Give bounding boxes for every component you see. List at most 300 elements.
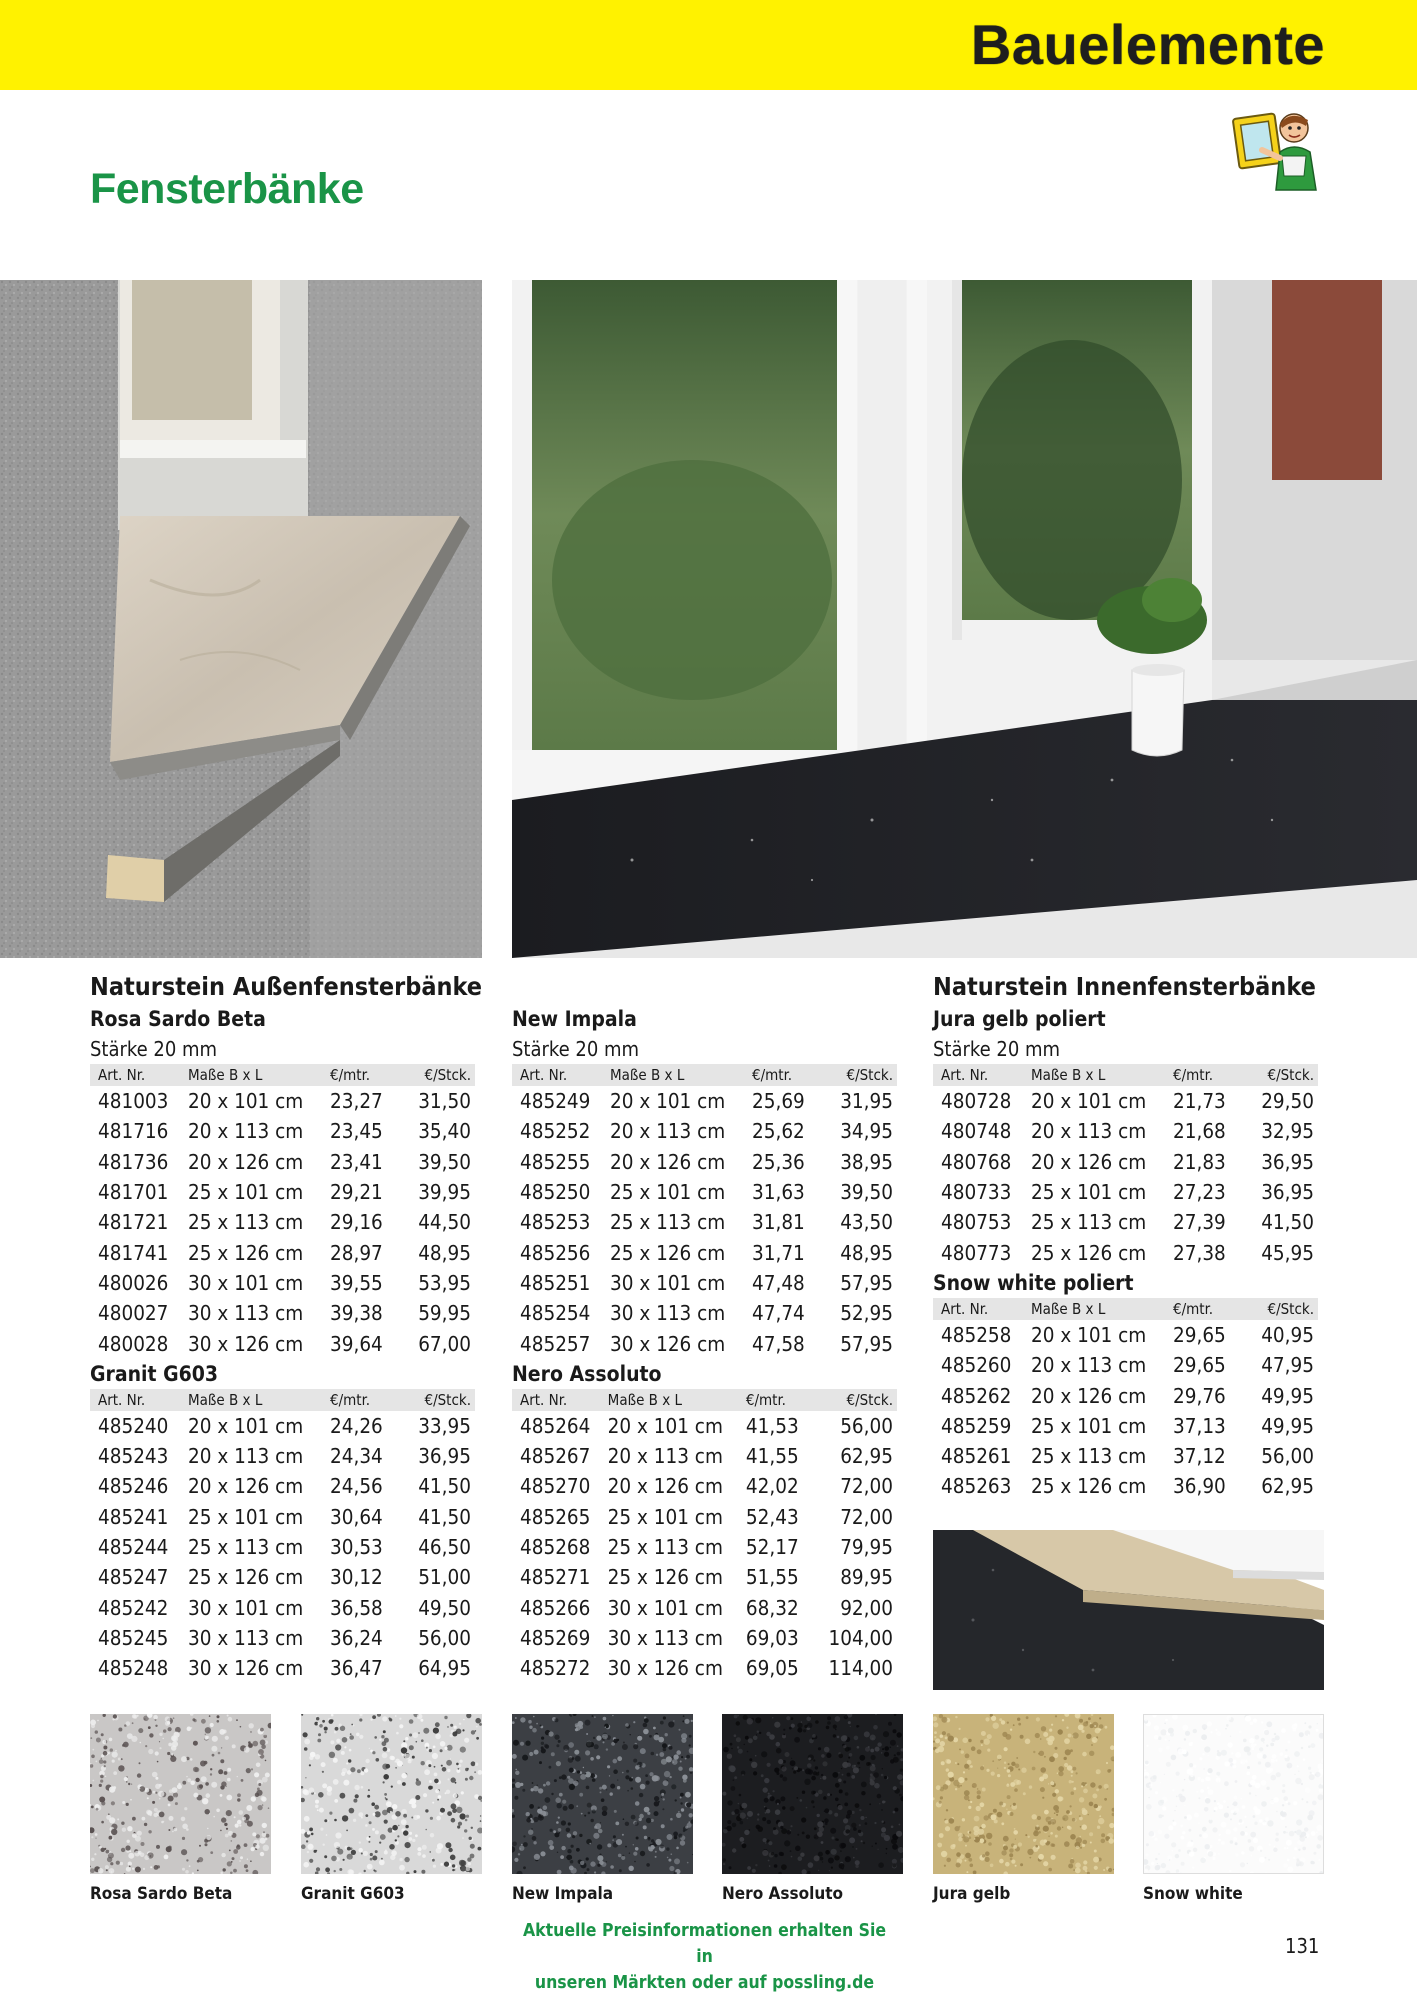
size-cell: 25 x 113 cm <box>1031 1210 1147 1235</box>
table-row <box>512 1532 897 1562</box>
page-title: Fensterbänke <box>90 165 364 213</box>
price-per-meter-cell: 69,05 <box>745 1656 799 1681</box>
size-cell: 30 x 126 cm <box>188 1331 304 1356</box>
table-row <box>933 1237 1318 1267</box>
price-per-meter-cell: 25,69 <box>752 1089 805 1114</box>
size-cell: 30 x 126 cm <box>607 1656 723 1681</box>
price-per-piece-cell: 62,95 <box>840 1444 893 1469</box>
art-nr-cell: 485245 <box>98 1625 169 1650</box>
price-per-piece-cell: 43,50 <box>840 1210 893 1235</box>
price-per-meter-cell: 30,64 <box>330 1504 383 1529</box>
table-row <box>933 1207 1318 1237</box>
price-per-piece-cell: 47,95 <box>1261 1353 1314 1378</box>
art-nr-cell: 485254 <box>520 1301 591 1326</box>
table-row <box>90 1411 475 1441</box>
indoor-windowsill-photo <box>512 280 1417 958</box>
art-nr-cell: 485265 <box>520 1504 591 1529</box>
table-row <box>512 1328 897 1358</box>
product-name: Snow white poliert <box>933 1270 1134 1295</box>
art-nr-cell: 481721 <box>98 1210 169 1235</box>
size-cell: 20 x 126 cm <box>607 1474 723 1499</box>
table-row <box>512 1237 897 1267</box>
price-per-piece-cell: 34,95 <box>840 1119 893 1144</box>
price-per-meter-cell: 21,68 <box>1173 1119 1226 1144</box>
col-header-per-piece: €/Stck. <box>820 1389 897 1411</box>
price-per-meter-cell: 21,83 <box>1173 1149 1226 1174</box>
price-per-piece-cell: 52,95 <box>840 1301 893 1326</box>
size-cell: 30 x 101 cm <box>188 1270 304 1295</box>
sample-granit-g603 <box>301 1714 482 1874</box>
size-cell: 25 x 126 cm <box>188 1240 304 1265</box>
price-per-piece-cell: 51,00 <box>418 1565 471 1590</box>
price-info-line-1: Aktuelle Preisinformationen erhalten Sie in <box>522 1921 887 1967</box>
col-header-per-piece: €/Stck. <box>410 1064 475 1086</box>
table-row <box>933 1320 1318 1350</box>
table-row <box>90 1268 475 1298</box>
handyman-mascot-icon <box>1232 106 1324 192</box>
size-cell: 25 x 126 cm <box>607 1565 723 1590</box>
col-header-per-meter: €/mtr. <box>1165 1298 1253 1320</box>
outdoor-heading: Naturstein Außenfensterbänke <box>90 972 483 1001</box>
size-cell: 20 x 101 cm <box>188 1413 304 1438</box>
size-cell: 25 x 101 cm <box>610 1180 726 1205</box>
price-per-meter-cell: 29,16 <box>330 1210 383 1235</box>
size-cell: 20 x 113 cm <box>1031 1119 1147 1144</box>
price-table <box>512 1064 897 1359</box>
price-per-meter-cell: 47,48 <box>752 1270 805 1295</box>
table-row <box>933 1350 1318 1380</box>
sample-nero-assoluto <box>722 1714 903 1874</box>
price-per-piece-cell: 44,50 <box>418 1210 471 1235</box>
table-row <box>512 1592 897 1622</box>
price-per-piece-cell: 40,95 <box>1261 1322 1314 1347</box>
art-nr-cell: 485258 <box>941 1322 1012 1347</box>
table-row <box>90 1298 475 1328</box>
art-nr-cell: 480773 <box>941 1240 1012 1265</box>
size-cell: 30 x 113 cm <box>188 1625 304 1650</box>
price-per-meter-cell: 29,21 <box>330 1180 383 1205</box>
price-per-meter-cell: 31,71 <box>752 1240 805 1265</box>
size-cell: 25 x 101 cm <box>188 1504 304 1529</box>
table-row <box>90 1441 475 1471</box>
size-cell: 30 x 113 cm <box>607 1625 723 1650</box>
table-row <box>933 1177 1318 1207</box>
size-cell: 25 x 101 cm <box>1031 1180 1147 1205</box>
price-table <box>90 1389 475 1684</box>
col-header-art-nr: Art. Nr. <box>90 1064 180 1086</box>
price-per-meter-cell: 51,55 <box>745 1565 799 1590</box>
price-per-meter-cell: 28,97 <box>330 1240 383 1265</box>
table-row <box>90 1207 475 1237</box>
size-cell: 25 x 126 cm <box>1031 1240 1147 1265</box>
price-per-piece-cell: 56,00 <box>840 1413 893 1438</box>
size-cell: 25 x 126 cm <box>610 1240 726 1265</box>
price-per-piece-cell: 36,95 <box>1261 1180 1314 1205</box>
art-nr-cell: 485240 <box>98 1413 169 1438</box>
art-nr-cell: 481741 <box>98 1240 169 1265</box>
table-row <box>933 1116 1318 1146</box>
table-row <box>90 1532 475 1562</box>
size-cell: 30 x 101 cm <box>188 1595 304 1620</box>
table-row <box>512 1562 897 1592</box>
price-per-piece-cell: 59,95 <box>418 1301 471 1326</box>
sample-label: Jura gelb <box>933 1884 1011 1904</box>
indoor-heading: Naturstein Innenfensterbänke <box>933 972 1316 1001</box>
size-cell: 20 x 126 cm <box>188 1149 304 1174</box>
art-nr-cell: 485259 <box>941 1413 1012 1438</box>
table-row <box>512 1653 897 1683</box>
col-header-per-meter: €/mtr. <box>744 1064 832 1086</box>
col-header-art-nr: Art. Nr. <box>933 1064 1023 1086</box>
size-cell: 20 x 101 cm <box>188 1089 304 1114</box>
table-row <box>933 1380 1318 1410</box>
col-header-per-meter: €/mtr. <box>738 1389 821 1411</box>
price-per-piece-cell: 36,95 <box>1261 1149 1314 1174</box>
art-nr-cell: 485264 <box>520 1413 591 1438</box>
price-per-meter-cell: 41,55 <box>745 1444 799 1469</box>
col-header-art-nr: Art. Nr. <box>512 1389 600 1411</box>
col-header-art-nr: Art. Nr. <box>512 1064 602 1086</box>
table-row <box>512 1207 897 1237</box>
art-nr-cell: 485257 <box>520 1331 591 1356</box>
product-name: Nero Assoluto <box>512 1361 662 1386</box>
sample-label: Nero Assoluto <box>722 1884 844 1904</box>
sample-label: New Impala <box>512 1884 614 1904</box>
col-header-art-nr: Art. Nr. <box>90 1389 180 1411</box>
size-cell: 20 x 101 cm <box>1031 1322 1147 1347</box>
col-header-size: Maße B x L <box>1023 1298 1165 1320</box>
price-per-piece-cell: 62,95 <box>1261 1474 1314 1499</box>
col-header-per-piece: €/Stck. <box>1253 1064 1318 1086</box>
art-nr-cell: 485267 <box>520 1444 591 1469</box>
price-per-piece-cell: 31,95 <box>840 1089 893 1114</box>
size-cell: 20 x 113 cm <box>610 1119 726 1144</box>
page-number: 131 <box>1285 1934 1320 1958</box>
price-per-piece-cell: 35,40 <box>418 1119 471 1144</box>
col-header-per-meter: €/mtr. <box>322 1389 410 1411</box>
art-nr-cell: 481701 <box>98 1180 169 1205</box>
price-per-piece-cell: 39,50 <box>418 1149 471 1174</box>
col-header-size: Maße B x L <box>600 1389 738 1411</box>
price-per-piece-cell: 79,95 <box>840 1535 893 1559</box>
price-per-piece-cell: 53,95 <box>418 1270 471 1295</box>
sample-rosa-sardo-beta <box>90 1714 271 1874</box>
table-row <box>512 1298 897 1328</box>
col-header-per-piece: €/Stck. <box>1253 1298 1318 1320</box>
table-row <box>90 1471 475 1501</box>
price-per-meter-cell: 36,90 <box>1173 1474 1226 1499</box>
art-nr-cell: 480753 <box>941 1210 1012 1235</box>
table-row <box>90 1623 475 1653</box>
price-per-piece-cell: 114,00 <box>828 1656 893 1681</box>
size-cell: 25 x 126 cm <box>1031 1474 1147 1499</box>
art-nr-cell: 485246 <box>98 1474 169 1499</box>
art-nr-cell: 481716 <box>98 1119 169 1144</box>
price-per-meter-cell: 37,12 <box>1173 1444 1226 1469</box>
table-row <box>512 1268 897 1298</box>
price-per-meter-cell: 47,74 <box>752 1301 805 1326</box>
price-per-piece-cell: 38,95 <box>840 1149 893 1174</box>
table-row <box>512 1147 897 1177</box>
table-row <box>933 1471 1318 1501</box>
table-row <box>90 1592 475 1622</box>
art-nr-cell: 485251 <box>520 1270 591 1295</box>
price-per-piece-cell: 104,00 <box>828 1625 893 1650</box>
table-row <box>512 1441 897 1471</box>
art-nr-cell: 485268 <box>520 1535 591 1559</box>
price-per-piece-cell: 56,00 <box>1261 1444 1314 1469</box>
price-per-piece-cell: 32,95 <box>1261 1119 1314 1144</box>
art-nr-cell: 485242 <box>98 1595 169 1620</box>
art-nr-cell: 485269 <box>520 1625 591 1650</box>
table-row <box>90 1653 475 1683</box>
art-nr-cell: 480768 <box>941 1149 1012 1174</box>
art-nr-cell: 485261 <box>941 1444 1012 1469</box>
price-per-meter-cell: 47,58 <box>752 1331 805 1356</box>
col-header-art-nr: Art. Nr. <box>933 1298 1023 1320</box>
art-nr-cell: 480028 <box>98 1331 169 1356</box>
art-nr-cell: 485253 <box>520 1210 591 1235</box>
size-cell: 25 x 113 cm <box>607 1535 723 1559</box>
art-nr-cell: 485249 <box>520 1089 591 1114</box>
price-per-piece-cell: 57,95 <box>840 1331 893 1356</box>
art-nr-cell: 480026 <box>98 1270 169 1295</box>
size-cell: 30 x 126 cm <box>188 1656 304 1681</box>
size-cell: 20 x 126 cm <box>1031 1149 1147 1174</box>
price-per-meter-cell: 42,02 <box>745 1474 799 1499</box>
price-per-meter-cell: 29,65 <box>1173 1353 1226 1378</box>
product-thickness: Stärke 20 mm <box>933 1037 1061 1061</box>
art-nr-cell: 481003 <box>98 1089 169 1114</box>
art-nr-cell: 480748 <box>941 1119 1012 1144</box>
size-cell: 20 x 126 cm <box>1031 1383 1147 1408</box>
price-per-meter-cell: 36,47 <box>330 1656 383 1681</box>
price-per-meter-cell: 41,53 <box>745 1413 799 1438</box>
art-nr-cell: 485241 <box>98 1504 169 1529</box>
sample-label: Snow white <box>1143 1884 1243 1904</box>
col-header-size: Maße B x L <box>1023 1064 1165 1086</box>
size-cell: 20 x 113 cm <box>1031 1353 1147 1378</box>
product-name: New Impala <box>512 1007 637 1031</box>
table-row <box>90 1562 475 1592</box>
price-per-meter-cell: 23,41 <box>330 1149 383 1174</box>
price-per-meter-cell: 21,73 <box>1173 1089 1226 1114</box>
indoor-column <box>933 970 1318 1502</box>
table-row <box>90 1147 475 1177</box>
price-per-meter-cell: 25,36 <box>752 1149 805 1174</box>
size-cell: 30 x 126 cm <box>610 1331 726 1356</box>
art-nr-cell: 485243 <box>98 1444 169 1469</box>
price-table <box>933 1064 1318 1268</box>
col-header-size: Maße B x L <box>602 1064 744 1086</box>
price-per-meter-cell: 36,58 <box>330 1595 383 1620</box>
art-nr-cell: 485250 <box>520 1180 591 1205</box>
art-nr-cell: 485256 <box>520 1240 591 1265</box>
price-per-piece-cell: 92,00 <box>840 1595 893 1620</box>
price-per-meter-cell: 30,53 <box>330 1535 383 1559</box>
col-header-per-meter: €/mtr. <box>1165 1064 1253 1086</box>
price-per-meter-cell: 39,38 <box>330 1301 383 1326</box>
table-row <box>512 1502 897 1532</box>
price-per-meter-cell: 30,12 <box>330 1565 383 1590</box>
table-row <box>512 1116 897 1146</box>
price-per-meter-cell: 69,03 <box>745 1625 799 1650</box>
size-cell: 25 x 113 cm <box>610 1210 726 1235</box>
price-per-piece-cell: 48,95 <box>418 1240 471 1265</box>
sample-label: Rosa Sardo Beta <box>90 1884 233 1904</box>
size-cell: 20 x 113 cm <box>188 1444 304 1469</box>
price-per-meter-cell: 36,24 <box>330 1625 383 1650</box>
price-per-piece-cell: 67,00 <box>418 1331 471 1356</box>
size-cell: 25 x 101 cm <box>607 1504 723 1529</box>
size-cell: 20 x 101 cm <box>1031 1089 1147 1114</box>
size-cell: 30 x 113 cm <box>610 1301 726 1326</box>
price-per-meter-cell: 27,23 <box>1173 1180 1226 1205</box>
price-per-piece-cell: 57,95 <box>840 1270 893 1295</box>
price-per-piece-cell: 41,50 <box>418 1504 471 1529</box>
category-title: Bauelemente <box>970 13 1325 76</box>
price-table <box>90 1064 475 1359</box>
size-cell: 20 x 113 cm <box>607 1444 723 1469</box>
table-row <box>90 1086 475 1116</box>
size-cell: 25 x 126 cm <box>188 1565 304 1590</box>
table-row <box>90 1116 475 1146</box>
art-nr-cell: 485255 <box>520 1149 591 1174</box>
price-per-piece-cell: 41,50 <box>418 1474 471 1499</box>
product-thickness: Stärke 20 mm <box>90 1037 218 1061</box>
price-per-piece-cell: 33,95 <box>418 1413 471 1438</box>
price-info-line-2: unseren Märkten oder auf possling.de <box>534 1973 875 1993</box>
table-row <box>933 1147 1318 1177</box>
stone-slabs-photo <box>933 1530 1324 1690</box>
table-row <box>90 1177 475 1207</box>
col-header-per-piece: €/Stck. <box>832 1064 897 1086</box>
price-per-meter-cell: 23,27 <box>330 1089 383 1114</box>
art-nr-cell: 485266 <box>520 1595 591 1620</box>
price-per-meter-cell: 24,26 <box>330 1413 383 1438</box>
table-row <box>90 1237 475 1267</box>
price-per-piece-cell: 72,00 <box>840 1504 893 1529</box>
price-per-meter-cell: 24,56 <box>330 1474 383 1499</box>
price-per-piece-cell: 56,00 <box>418 1625 471 1650</box>
size-cell: 25 x 101 cm <box>188 1180 304 1205</box>
art-nr-cell: 480027 <box>98 1301 169 1326</box>
table-row <box>512 1411 897 1441</box>
price-per-piece-cell: 89,95 <box>840 1565 893 1590</box>
price-per-piece-cell: 64,95 <box>418 1656 471 1681</box>
price-per-meter-cell: 27,38 <box>1173 1240 1226 1265</box>
sample-new-impala <box>512 1714 693 1874</box>
art-nr-cell: 485263 <box>941 1474 1012 1499</box>
price-per-piece-cell: 39,50 <box>840 1180 893 1205</box>
art-nr-cell: 485244 <box>98 1535 169 1559</box>
price-table <box>512 1389 897 1684</box>
size-cell: 20 x 101 cm <box>607 1413 723 1438</box>
product-name: Granit G603 <box>90 1361 219 1386</box>
price-per-piece-cell: 49,95 <box>1261 1413 1314 1438</box>
price-per-piece-cell: 31,50 <box>418 1089 471 1114</box>
col-header-per-meter: €/mtr. <box>322 1064 410 1086</box>
outdoor-column <box>90 970 483 1683</box>
table-row <box>90 1502 475 1532</box>
sample-snow-white <box>1143 1714 1324 1874</box>
size-cell: 30 x 101 cm <box>607 1595 723 1620</box>
size-cell: 25 x 113 cm <box>188 1535 304 1559</box>
sample-label: Granit G603 <box>301 1884 405 1904</box>
price-per-meter-cell: 39,64 <box>330 1331 383 1356</box>
price-per-piece-cell: 48,95 <box>840 1240 893 1265</box>
price-per-piece-cell: 49,50 <box>418 1595 471 1620</box>
table-row <box>933 1441 1318 1471</box>
art-nr-cell: 485260 <box>941 1353 1012 1378</box>
table-row <box>512 1177 897 1207</box>
col-header-size: Maße B x L <box>180 1389 322 1411</box>
product-thickness: Stärke 20 mm <box>512 1037 640 1061</box>
price-per-piece-cell: 49,95 <box>1261 1383 1314 1408</box>
size-cell: 25 x 113 cm <box>1031 1444 1147 1469</box>
price-per-piece-cell: 39,95 <box>418 1180 471 1205</box>
price-per-piece-cell: 72,00 <box>840 1474 893 1499</box>
middle-column <box>512 970 897 1683</box>
product-name: Rosa Sardo Beta <box>90 1007 266 1031</box>
size-cell: 30 x 101 cm <box>610 1270 726 1295</box>
price-per-piece-cell: 29,50 <box>1261 1089 1314 1114</box>
size-cell: 30 x 113 cm <box>188 1301 304 1326</box>
price-per-meter-cell: 68,32 <box>745 1595 799 1620</box>
art-nr-cell: 481736 <box>98 1149 169 1174</box>
art-nr-cell: 485272 <box>520 1656 591 1681</box>
art-nr-cell: 480733 <box>941 1180 1012 1205</box>
col-header-size: Maße B x L <box>180 1064 322 1086</box>
price-per-piece-cell: 41,50 <box>1261 1210 1314 1235</box>
price-per-piece-cell: 46,50 <box>418 1535 471 1559</box>
price-per-meter-cell: 29,65 <box>1173 1322 1226 1347</box>
price-per-meter-cell: 39,55 <box>330 1270 383 1295</box>
size-cell: 25 x 113 cm <box>188 1210 304 1235</box>
price-per-meter-cell: 52,43 <box>745 1504 799 1529</box>
price-per-meter-cell: 27,39 <box>1173 1210 1226 1235</box>
table-row <box>933 1411 1318 1441</box>
art-nr-cell: 485262 <box>941 1383 1012 1408</box>
size-cell: 25 x 101 cm <box>1031 1413 1147 1438</box>
size-cell: 20 x 113 cm <box>188 1119 304 1144</box>
price-per-meter-cell: 25,62 <box>752 1119 805 1144</box>
outdoor-windowsill-photo <box>0 280 482 958</box>
price-per-meter-cell: 31,63 <box>752 1180 805 1205</box>
art-nr-cell: 485271 <box>520 1565 591 1590</box>
sample-jura-gelb <box>933 1714 1114 1874</box>
price-per-meter-cell: 31,81 <box>752 1210 805 1235</box>
art-nr-cell: 480728 <box>941 1089 1012 1114</box>
price-per-meter-cell: 23,45 <box>330 1119 383 1144</box>
art-nr-cell: 485252 <box>520 1119 591 1144</box>
price-per-piece-cell: 36,95 <box>418 1444 471 1469</box>
table-row <box>512 1623 897 1653</box>
table-row <box>933 1086 1318 1116</box>
size-cell: 20 x 126 cm <box>188 1474 304 1499</box>
size-cell: 20 x 126 cm <box>610 1149 726 1174</box>
art-nr-cell: 485247 <box>98 1565 169 1590</box>
table-row <box>512 1471 897 1501</box>
table-row <box>512 1086 897 1116</box>
price-per-meter-cell: 24,34 <box>330 1444 383 1469</box>
product-name: Jura gelb poliert <box>933 1007 1106 1031</box>
price-table <box>933 1298 1318 1502</box>
table-row <box>90 1328 475 1358</box>
size-cell: 20 x 101 cm <box>610 1089 726 1114</box>
price-per-meter-cell: 52,17 <box>745 1535 799 1559</box>
price-per-meter-cell: 37,13 <box>1173 1413 1226 1438</box>
